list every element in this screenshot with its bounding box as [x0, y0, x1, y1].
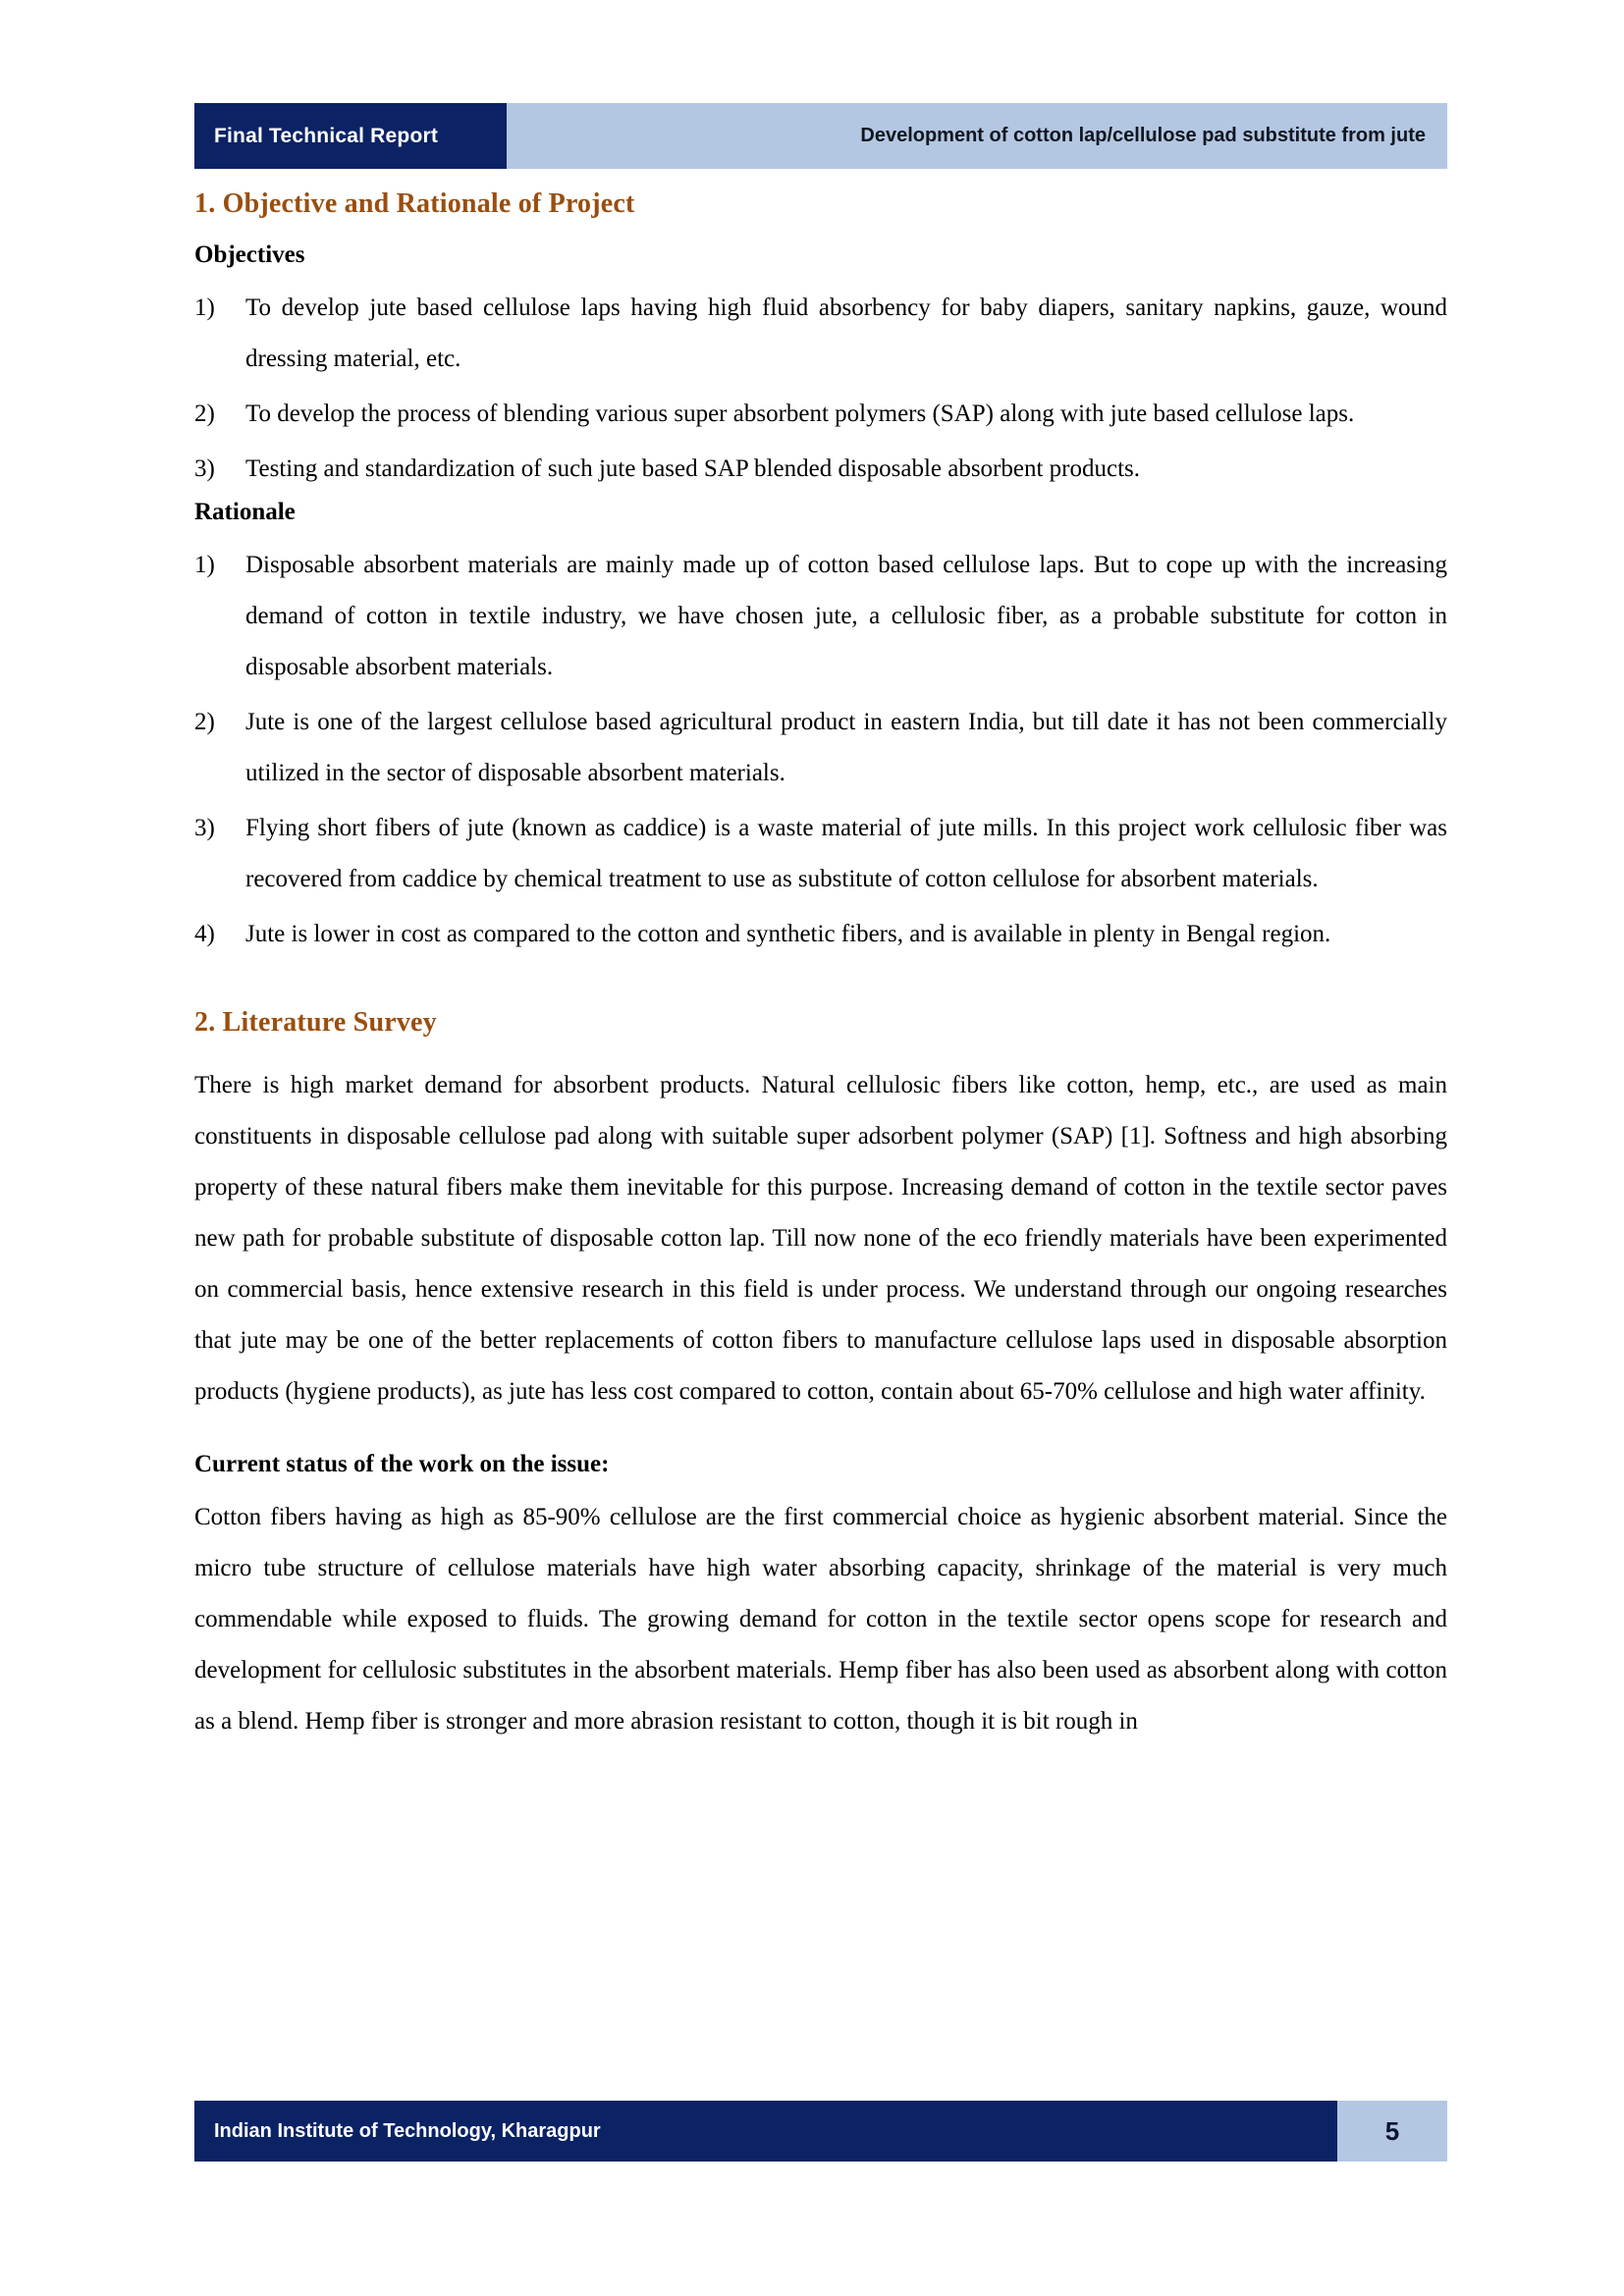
header-report-label-box: [194, 103, 507, 169]
list-item: [194, 389, 1447, 440]
page-footer: [194, 2101, 1447, 2162]
section-heading-objective: 1. Objective and Rationale of Project: [194, 188, 635, 219]
header-document-title: Development of cotton lap/cellulose pad substitute from jute: [860, 125, 1426, 146]
list-marker: 3): [194, 455, 215, 482]
list-text: Flying short fibers of jute (known as caddice) is a waste material of jute mills. In this project work cellulosic fiber was recovered from caddice by chemical treatment to use as substitute of cotton cellulose for absorbent materials.: [245, 815, 1447, 892]
list-text: Jute is lower in cost as compared to the cotton and synthetic fibers, and is available in plenty in Bengal region.: [245, 921, 1331, 947]
list-marker: 4): [194, 921, 215, 947]
list-text: To develop the process of blending various super absorbent polymers (SAP) along with jute based cellulose laps.: [245, 400, 1355, 427]
literature-paragraph-1: There is high market demand for absorbent products. Natural cellulosic fibers like cotton, hemp, etc., are used as main constituents in disposable cellulose pad along with suitable super adsorbent polymer (SAP) [1]. Softness and high absorbing property of these natural fibers make them inevitable for this purpose. Increasing demand of cotton in the textile sector paves new path for probable substitute of disposable cotton lap. Till now none of the eco friendly materials have been experimented on commercial basis, hence extensive research in this field is under process. We understand through our ongoing researches that jute may be one of the better replacements of cotton fibers to manufacture cellulose laps used in disposable absorption products (hygiene products), as jute has less cost compared to cotton, contain about 65-70% cellulose and high water affinity.: [194, 1072, 1447, 1405]
list-item: [194, 697, 1447, 799]
footer-institution-box: [194, 2101, 1337, 2162]
section-heading-literature-survey: 2. Literature Survey: [194, 1007, 437, 1038]
list-marker: 2): [194, 400, 215, 427]
list-text: To develop jute based cellulose laps having high fluid absorbency for baby diapers, sanitary napkins, gauze, wound dressing material, etc.: [245, 294, 1447, 372]
list-marker: 3): [194, 815, 215, 841]
subheading-rationale: Rationale: [194, 499, 296, 525]
rationale-list: [194, 540, 1447, 960]
header-report-label: Final Technical Report: [214, 124, 439, 147]
page-content: [194, 188, 1447, 1747]
footer-institution-label: Indian Institute of Technology, Kharagpur: [214, 2119, 601, 2142]
list-item: [194, 803, 1447, 905]
literature-paragraph-2: Cotton fibers having as high as 85-90% cellulose are the first commercial choice as hygienic absorbent material. Since the micro tube structure of cellulose materials have high water absorbing capacity, shrinkage of the material is very much commendable while exposed to fluids. The growing demand for cotton in the textile sector opens scope for research and development for cellulosic substitutes in the absorbent materials. Hemp fiber has also been used as absorbent along with cotton as a blend. Hemp fiber is stronger and more abrasion resistant to cotton, though it is bit rough in: [194, 1504, 1447, 1735]
page-header: [194, 103, 1447, 169]
subheading-current-status: Current status of the work on the issue:: [194, 1451, 610, 1477]
objectives-list: [194, 283, 1447, 495]
list-item: [194, 444, 1447, 495]
list-marker: 1): [194, 552, 215, 578]
list-item: [194, 540, 1447, 693]
list-text: Disposable absorbent materials are mainly made up of cotton based cellulose laps. But to cope up with the increasing demand of cotton in textile industry, we have chosen jute, a cellulosic fiber, as a probable substitute for cotton in disposable absorbent materials.: [245, 552, 1447, 680]
list-text: Testing and standardization of such jute based SAP blended disposable absorbent products.: [245, 455, 1141, 482]
list-item: [194, 283, 1447, 385]
list-text: Jute is one of the largest cellulose based agricultural product in eastern India, but till date it has not been commercially utilized in the sector of disposable absorbent materials.: [245, 709, 1447, 786]
list-item: [194, 909, 1447, 960]
list-marker: 1): [194, 294, 215, 321]
header-title-box: [507, 103, 1447, 169]
page-number: 5: [1384, 2115, 1400, 2146]
list-marker: 2): [194, 709, 215, 735]
footer-page-number-box: [1337, 2101, 1447, 2162]
subheading-objectives: Objectives: [194, 241, 305, 268]
